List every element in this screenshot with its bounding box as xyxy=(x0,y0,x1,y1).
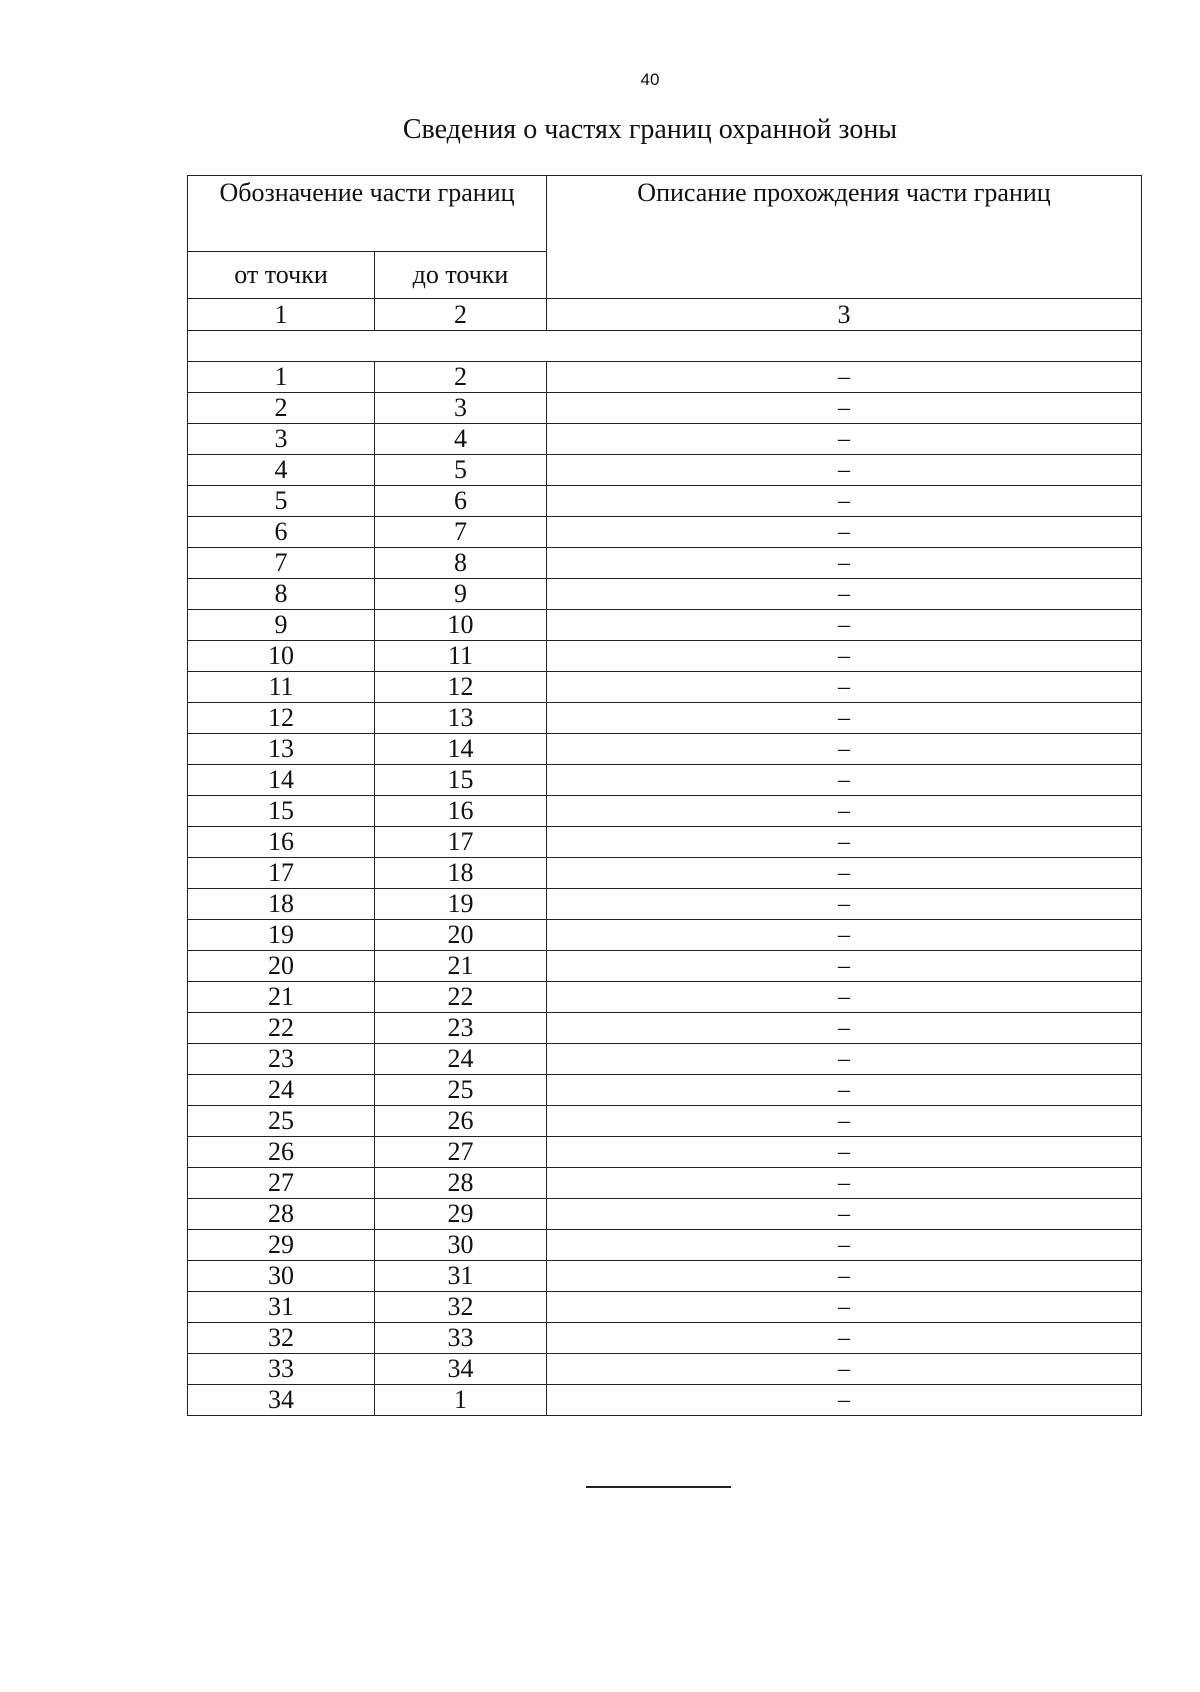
description-cell: – xyxy=(547,734,1142,765)
description-cell: – xyxy=(547,1044,1142,1075)
description-cell: – xyxy=(547,858,1142,889)
from-point-cell: 16 xyxy=(188,827,375,858)
from-point-cell: 17 xyxy=(188,858,375,889)
to-point-cell: 18 xyxy=(375,858,547,889)
column-number-3: 3 xyxy=(547,299,1142,331)
to-point-cell: 12 xyxy=(375,672,547,703)
to-point-cell: 6 xyxy=(375,486,547,517)
description-cell: – xyxy=(547,1075,1142,1106)
description-cell: – xyxy=(547,889,1142,920)
to-point-cell: 32 xyxy=(375,1292,547,1323)
section-label xyxy=(188,331,1142,362)
table-row xyxy=(188,1168,1142,1199)
table-row xyxy=(188,796,1142,827)
table-row xyxy=(188,765,1142,796)
table-row xyxy=(188,362,1142,393)
to-point-cell: 30 xyxy=(375,1230,547,1261)
closing-rule xyxy=(586,1486,731,1488)
table-row xyxy=(188,393,1142,424)
table-row xyxy=(188,951,1142,982)
from-point-cell: 10 xyxy=(188,641,375,672)
to-point-cell: 10 xyxy=(375,610,547,641)
table-row xyxy=(188,734,1142,765)
description-cell: – xyxy=(547,641,1142,672)
description-cell: – xyxy=(547,1013,1142,1044)
from-point-cell: 26 xyxy=(188,1137,375,1168)
table-row xyxy=(188,858,1142,889)
table-row xyxy=(188,1261,1142,1292)
from-point-cell: 6 xyxy=(188,517,375,548)
description-cell: – xyxy=(547,424,1142,455)
to-point-cell: 11 xyxy=(375,641,547,672)
description-cell: – xyxy=(547,920,1142,951)
table-row xyxy=(188,703,1142,734)
description-cell: – xyxy=(547,1292,1142,1323)
table-row xyxy=(188,889,1142,920)
from-point-cell: 21 xyxy=(188,982,375,1013)
table-row xyxy=(188,1292,1142,1323)
description-cell: – xyxy=(547,1168,1142,1199)
table-row xyxy=(188,1385,1142,1416)
description-cell: – xyxy=(547,548,1142,579)
table-row xyxy=(188,1044,1142,1075)
from-point-cell: 33 xyxy=(188,1354,375,1385)
from-point-cell: 14 xyxy=(188,765,375,796)
description-cell: – xyxy=(547,982,1142,1013)
from-point-cell: 20 xyxy=(188,951,375,982)
description-cell: – xyxy=(547,517,1142,548)
table-row xyxy=(188,486,1142,517)
table-row xyxy=(188,1230,1142,1261)
table-row xyxy=(188,610,1142,641)
table-row xyxy=(188,579,1142,610)
to-point-cell: 5 xyxy=(375,455,547,486)
to-point-cell: 29 xyxy=(375,1199,547,1230)
header-row-main xyxy=(188,176,1142,252)
to-point-cell: 21 xyxy=(375,951,547,982)
from-point-cell: 2 xyxy=(188,393,375,424)
to-point-cell: 19 xyxy=(375,889,547,920)
from-point-cell: 32 xyxy=(188,1323,375,1354)
from-point-cell: 5 xyxy=(188,486,375,517)
description-cell: – xyxy=(547,1106,1142,1137)
from-point-cell: 9 xyxy=(188,610,375,641)
from-point-cell: 11 xyxy=(188,672,375,703)
description-cell: – xyxy=(547,455,1142,486)
table-row xyxy=(188,1075,1142,1106)
to-point-cell: 15 xyxy=(375,765,547,796)
description-cell: – xyxy=(547,796,1142,827)
from-point-cell: 7 xyxy=(188,548,375,579)
from-point-cell: 13 xyxy=(188,734,375,765)
description-cell: – xyxy=(547,672,1142,703)
to-point-cell: 17 xyxy=(375,827,547,858)
to-point-cell: 23 xyxy=(375,1013,547,1044)
from-point-cell: 8 xyxy=(188,579,375,610)
from-point-cell: 29 xyxy=(188,1230,375,1261)
description-cell: – xyxy=(547,393,1142,424)
from-point-cell: 27 xyxy=(188,1168,375,1199)
from-point-cell: 15 xyxy=(188,796,375,827)
to-point-cell: 25 xyxy=(375,1075,547,1106)
table-row xyxy=(188,1013,1142,1044)
column-number-2: 2 xyxy=(375,299,547,331)
from-point-cell: 19 xyxy=(188,920,375,951)
to-point-cell: 3 xyxy=(375,393,547,424)
to-point-cell: 1 xyxy=(375,1385,547,1416)
table-row xyxy=(188,827,1142,858)
table-body xyxy=(188,176,1142,1416)
description-cell: – xyxy=(547,362,1142,393)
table-row xyxy=(188,424,1142,455)
from-point-cell: 12 xyxy=(188,703,375,734)
to-point-cell: 13 xyxy=(375,703,547,734)
from-point-cell: 1 xyxy=(188,362,375,393)
from-point-cell: 25 xyxy=(188,1106,375,1137)
table-row xyxy=(188,548,1142,579)
header-boundary-description: Описание прохождения части границ xyxy=(547,176,1142,299)
from-point-cell: 22 xyxy=(188,1013,375,1044)
to-point-cell: 2 xyxy=(375,362,547,393)
description-cell: – xyxy=(547,579,1142,610)
description-cell: – xyxy=(547,1230,1142,1261)
table-row xyxy=(188,517,1142,548)
to-point-cell: 9 xyxy=(375,579,547,610)
to-point-cell: 20 xyxy=(375,920,547,951)
to-point-cell: 26 xyxy=(375,1106,547,1137)
section-row xyxy=(188,331,1142,362)
to-point-cell: 8 xyxy=(375,548,547,579)
table-row xyxy=(188,455,1142,486)
description-cell: – xyxy=(547,1137,1142,1168)
boundary-parts-table xyxy=(187,175,1142,1416)
column-number-row xyxy=(188,299,1142,331)
description-cell: – xyxy=(547,1385,1142,1416)
from-point-cell: 3 xyxy=(188,424,375,455)
from-point-cell: 23 xyxy=(188,1044,375,1075)
to-point-cell: 14 xyxy=(375,734,547,765)
description-cell: – xyxy=(547,951,1142,982)
description-cell: – xyxy=(547,1354,1142,1385)
to-point-cell: 34 xyxy=(375,1354,547,1385)
table-row xyxy=(188,1106,1142,1137)
description-cell: – xyxy=(547,765,1142,796)
description-cell: – xyxy=(547,1323,1142,1354)
to-point-cell: 4 xyxy=(375,424,547,455)
to-point-cell: 28 xyxy=(375,1168,547,1199)
description-cell: – xyxy=(547,703,1142,734)
description-cell: – xyxy=(547,486,1142,517)
from-point-cell: 18 xyxy=(188,889,375,920)
table-row xyxy=(188,672,1142,703)
to-point-cell: 22 xyxy=(375,982,547,1013)
header-from-point: от точки xyxy=(188,252,375,299)
table-row xyxy=(188,982,1142,1013)
from-point-cell: 31 xyxy=(188,1292,375,1323)
to-point-cell: 24 xyxy=(375,1044,547,1075)
table-row xyxy=(188,1137,1142,1168)
page-title: Сведения о частях границ охранной зоны xyxy=(402,114,898,145)
description-cell: – xyxy=(547,1261,1142,1292)
from-point-cell: 4 xyxy=(188,455,375,486)
column-number-1: 1 xyxy=(188,299,375,331)
header-to-point: до точки xyxy=(375,252,547,299)
from-point-cell: 24 xyxy=(188,1075,375,1106)
table-row xyxy=(188,641,1142,672)
header-boundary-designation: Обозначение части границ xyxy=(188,176,547,252)
table-row xyxy=(188,1199,1142,1230)
from-point-cell: 28 xyxy=(188,1199,375,1230)
to-point-cell: 31 xyxy=(375,1261,547,1292)
description-cell: – xyxy=(547,610,1142,641)
description-cell: – xyxy=(547,827,1142,858)
to-point-cell: 16 xyxy=(375,796,547,827)
page-number: 40 xyxy=(640,70,660,89)
table-row xyxy=(188,1354,1142,1385)
from-point-cell: 34 xyxy=(188,1385,375,1416)
description-cell: – xyxy=(547,1199,1142,1230)
to-point-cell: 27 xyxy=(375,1137,547,1168)
to-point-cell: 7 xyxy=(375,517,547,548)
to-point-cell: 33 xyxy=(375,1323,547,1354)
table-row xyxy=(188,920,1142,951)
from-point-cell: 30 xyxy=(188,1261,375,1292)
table-row xyxy=(188,1323,1142,1354)
